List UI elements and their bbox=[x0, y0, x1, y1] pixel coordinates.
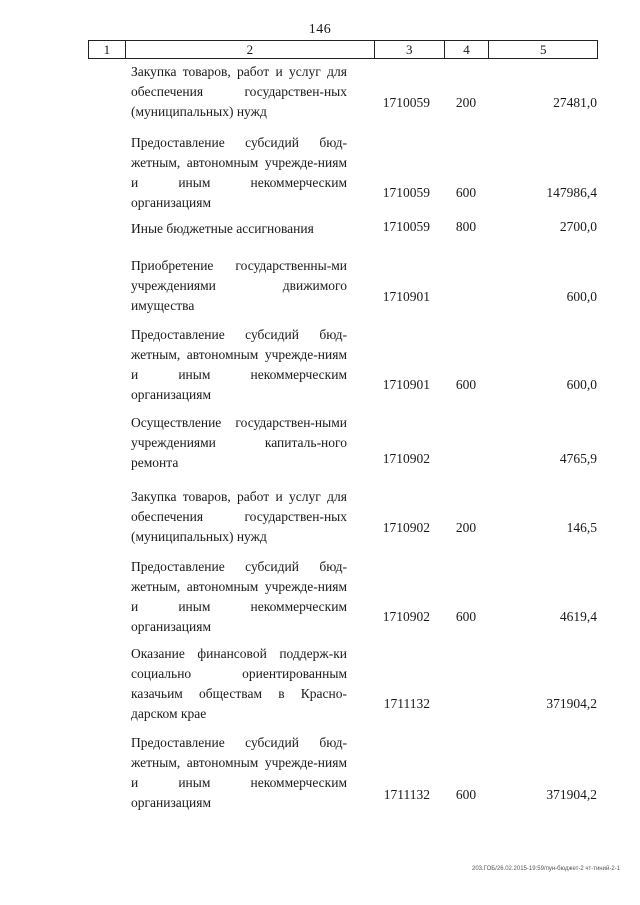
row-type: 600 bbox=[455, 185, 477, 200]
row-code: 1710902 bbox=[382, 520, 430, 535]
row-description: Предоставление субсидий бюд-жетным, автономным учрежде-ниям и иным некоммерческим организациям bbox=[131, 559, 347, 634]
row-description: Приобретение государственны-ми учреждениями движимого имущества bbox=[131, 258, 347, 313]
header-col-2: 2 bbox=[126, 41, 375, 58]
row-amount: 147986,4 bbox=[546, 185, 597, 200]
row-amount: 2700,0 bbox=[559, 219, 597, 234]
row-description: Предоставление субсидий бюд-жетным, автономным учрежде-ниям и иным некоммерческим организациям bbox=[131, 135, 347, 210]
row-code: 1710902 bbox=[382, 609, 430, 624]
header-col-1: 1 bbox=[89, 41, 126, 58]
row-code: 1710901 bbox=[382, 377, 430, 392]
header-col-3: 3 bbox=[375, 41, 445, 58]
row-amount: 371904,2 bbox=[546, 696, 597, 711]
row-code: 1710901 bbox=[382, 289, 430, 304]
header-col-5: 5 bbox=[539, 42, 547, 57]
row-code: 1710059 bbox=[382, 185, 430, 200]
row-description: Предоставление субсидий бюд-жетным, автономным учрежде-ниям и иным некоммерческим организациям bbox=[131, 735, 347, 810]
row-type: 600 bbox=[455, 787, 477, 802]
page-number: 146 bbox=[308, 22, 332, 37]
row-type: 600 bbox=[455, 609, 477, 624]
header-col-4: 4 bbox=[445, 41, 490, 58]
row-code: 1710059 bbox=[382, 219, 430, 234]
row-amount: 600,0 bbox=[566, 289, 597, 304]
row-amount: 4765,9 bbox=[559, 451, 597, 466]
row-code: 1711132 bbox=[383, 696, 430, 711]
row-description: Закупка товаров, работ и услуг для обеспечения государствен-ных (муниципальных) нужд bbox=[131, 64, 347, 119]
row-code: 1711132 bbox=[383, 787, 430, 802]
row-amount: 4619,4 bbox=[559, 609, 597, 624]
row-amount: 27481,0 bbox=[553, 95, 597, 110]
row-description: Иные бюджетные ассигнования bbox=[131, 221, 314, 236]
row-description: Закупка товаров, работ и услуг для обеспечения государствен-ных (муниципальных) нужд bbox=[131, 489, 347, 544]
row-description: Оказание финансовой поддерж-ки социально ориентированным казачьим обществам в Красно-дарском крае bbox=[131, 646, 347, 721]
row-type: 200 bbox=[455, 520, 477, 535]
row-type: 200 bbox=[455, 95, 477, 110]
row-type: 600 bbox=[455, 377, 477, 392]
row-type: 800 bbox=[455, 219, 477, 234]
row-amount: 600,0 bbox=[566, 377, 597, 392]
footer-stamp: 203.ГОБ/26.02.2015-19:59/пун-бюджет-2 чт-тиний-2-1 bbox=[472, 866, 620, 872]
row-description: Предоставление субсидий бюд-жетным, автономным учрежде-ниям и иным некоммерческим организациям bbox=[131, 327, 347, 402]
row-code: 1710902 bbox=[382, 451, 430, 466]
row-code: 1710059 bbox=[382, 95, 430, 110]
table-header bbox=[88, 40, 598, 59]
row-description: Осуществление государствен-ными учреждениями капиталь-ного ремонта bbox=[131, 415, 347, 470]
row-amount: 146,5 bbox=[566, 520, 597, 535]
row-amount: 371904,2 bbox=[546, 787, 597, 802]
